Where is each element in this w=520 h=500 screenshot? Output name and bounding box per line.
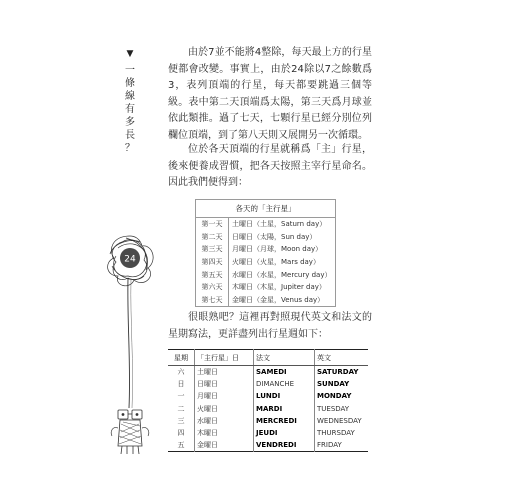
- english-name-cell: WEDNESDAY: [317, 416, 362, 425]
- weekday-cell: 六: [168, 366, 195, 379]
- french-name-cell: DIMANCHE: [254, 378, 315, 390]
- table-row: [168, 403, 368, 415]
- main-planet-table-header: 各天的「主行星」: [196, 200, 336, 218]
- day-cell: 第七天: [196, 294, 229, 307]
- french-name-cell: LUNDI: [254, 390, 315, 402]
- triangle-marker-icon: ▼: [126, 49, 134, 59]
- english-name-cell: MONDAY: [317, 392, 352, 401]
- planet-cell: 日曜日（太陽，Sun day）: [232, 232, 317, 241]
- french-name-cell: VENDREDI: [254, 439, 315, 452]
- table-row: [196, 218, 336, 231]
- table-row: [168, 427, 368, 439]
- body-paragraph-1: 由於7並不能將4整除，每天最上方的行星便都會改變。事實上，由於24除以7之餘數爲3，表列頂端的行星，每天都要跳過三個等級。表中第二天頂端爲太陽，第三天爲月球並依此類推。過了七天，七顆行星已經分別位列欄位頂端，到了第八天則又展開另一次循環。: [168, 47, 372, 141]
- planet-cell: 月曜日（月球，Moon day）: [232, 245, 323, 254]
- planet-day-cell: 水曜日: [195, 415, 254, 427]
- planet-cell: 土曜日（土星，Saturn day）: [232, 220, 327, 229]
- planet-cell: 金曜日（金星，Venus day）: [232, 295, 325, 304]
- table-row: [196, 294, 336, 307]
- weekday-cell: 四: [168, 427, 195, 439]
- table-row: [168, 415, 368, 427]
- planet-day-cell: 土曜日: [195, 366, 254, 379]
- side-title-char: 有: [125, 104, 135, 115]
- day-cell: 第六天: [196, 281, 229, 294]
- day-cell: 第二天: [196, 231, 229, 244]
- day-cell: 第三天: [196, 243, 229, 256]
- table-row: [196, 256, 336, 269]
- col-header-planet-day: 「主行星」日: [195, 350, 254, 366]
- day-cell: 第一天: [196, 218, 229, 231]
- english-name-cell: FRIDAY: [317, 441, 342, 450]
- table-row: [196, 231, 336, 244]
- day-cell: 第五天: [196, 268, 229, 281]
- table-row: [196, 243, 336, 256]
- planet-day-cell: 日曜日: [195, 378, 254, 390]
- table-row: [168, 378, 368, 390]
- planet-cell: 火曜日（火星，Mars day）: [232, 258, 320, 267]
- body-paragraph-3: 很眼熟吧？這裡再對照現代英文和法文的星期寫法，更詳盡列出行星週如下：: [168, 312, 372, 340]
- side-title-char: 條: [125, 78, 135, 89]
- english-name-cell: THURSDAY: [317, 429, 355, 438]
- main-planet-table: [195, 199, 336, 307]
- weekday-cell: 日: [168, 378, 195, 390]
- col-header-english: 英文: [315, 350, 369, 366]
- side-title-char: ？: [125, 143, 135, 154]
- body-paragraph-2: 位於各天頂端的行星就稱爲「主」行星，後來便養成習慣，把各天按照主宰行星命名。因此我們便得到：: [168, 144, 372, 188]
- english-name-cell: SATURDAY: [317, 368, 359, 377]
- scribble-flower-character-illustration: [100, 232, 160, 457]
- weekday-comparison-table: [168, 349, 368, 452]
- english-name-cell: TUESDAY: [317, 404, 350, 413]
- weekday-cell: 一: [168, 390, 195, 402]
- weekday-cell: 二: [168, 403, 195, 415]
- french-name-cell: MARDI: [254, 403, 315, 415]
- col-header-weekday: 星期: [168, 350, 195, 366]
- side-title-char: 一: [125, 65, 135, 76]
- planet-day-cell: 月曜日: [195, 390, 254, 402]
- table-row: [168, 366, 368, 379]
- table-row: [196, 281, 336, 294]
- table-row: [196, 268, 336, 281]
- col-header-french: 法文: [254, 350, 315, 366]
- english-name-cell: SUNDAY: [317, 380, 350, 389]
- french-name-cell: JEUDI: [254, 427, 315, 439]
- side-title-char: 多: [125, 117, 135, 128]
- table-row: [168, 439, 368, 452]
- badge-number: 24: [124, 254, 136, 265]
- chapter-side-title: [123, 48, 137, 155]
- side-title-char: 長: [125, 130, 135, 141]
- planet-day-cell: 木曜日: [195, 427, 254, 439]
- french-name-cell: SAMEDI: [254, 366, 315, 379]
- planet-cell: 水曜日（水星，Mercury day）: [232, 270, 332, 279]
- planet-day-cell: 金曜日: [195, 439, 254, 452]
- planet-cell: 木曜日（木星，Jupiter day）: [232, 283, 326, 292]
- weekday-cell: 三: [168, 415, 195, 427]
- side-title-char: 線: [125, 91, 135, 102]
- french-name-cell: MERCREDI: [254, 415, 315, 427]
- planet-day-cell: 火曜日: [195, 403, 254, 415]
- table-row: [168, 390, 368, 402]
- day-cell: 第四天: [196, 256, 229, 269]
- weekday-cell: 五: [168, 439, 195, 452]
